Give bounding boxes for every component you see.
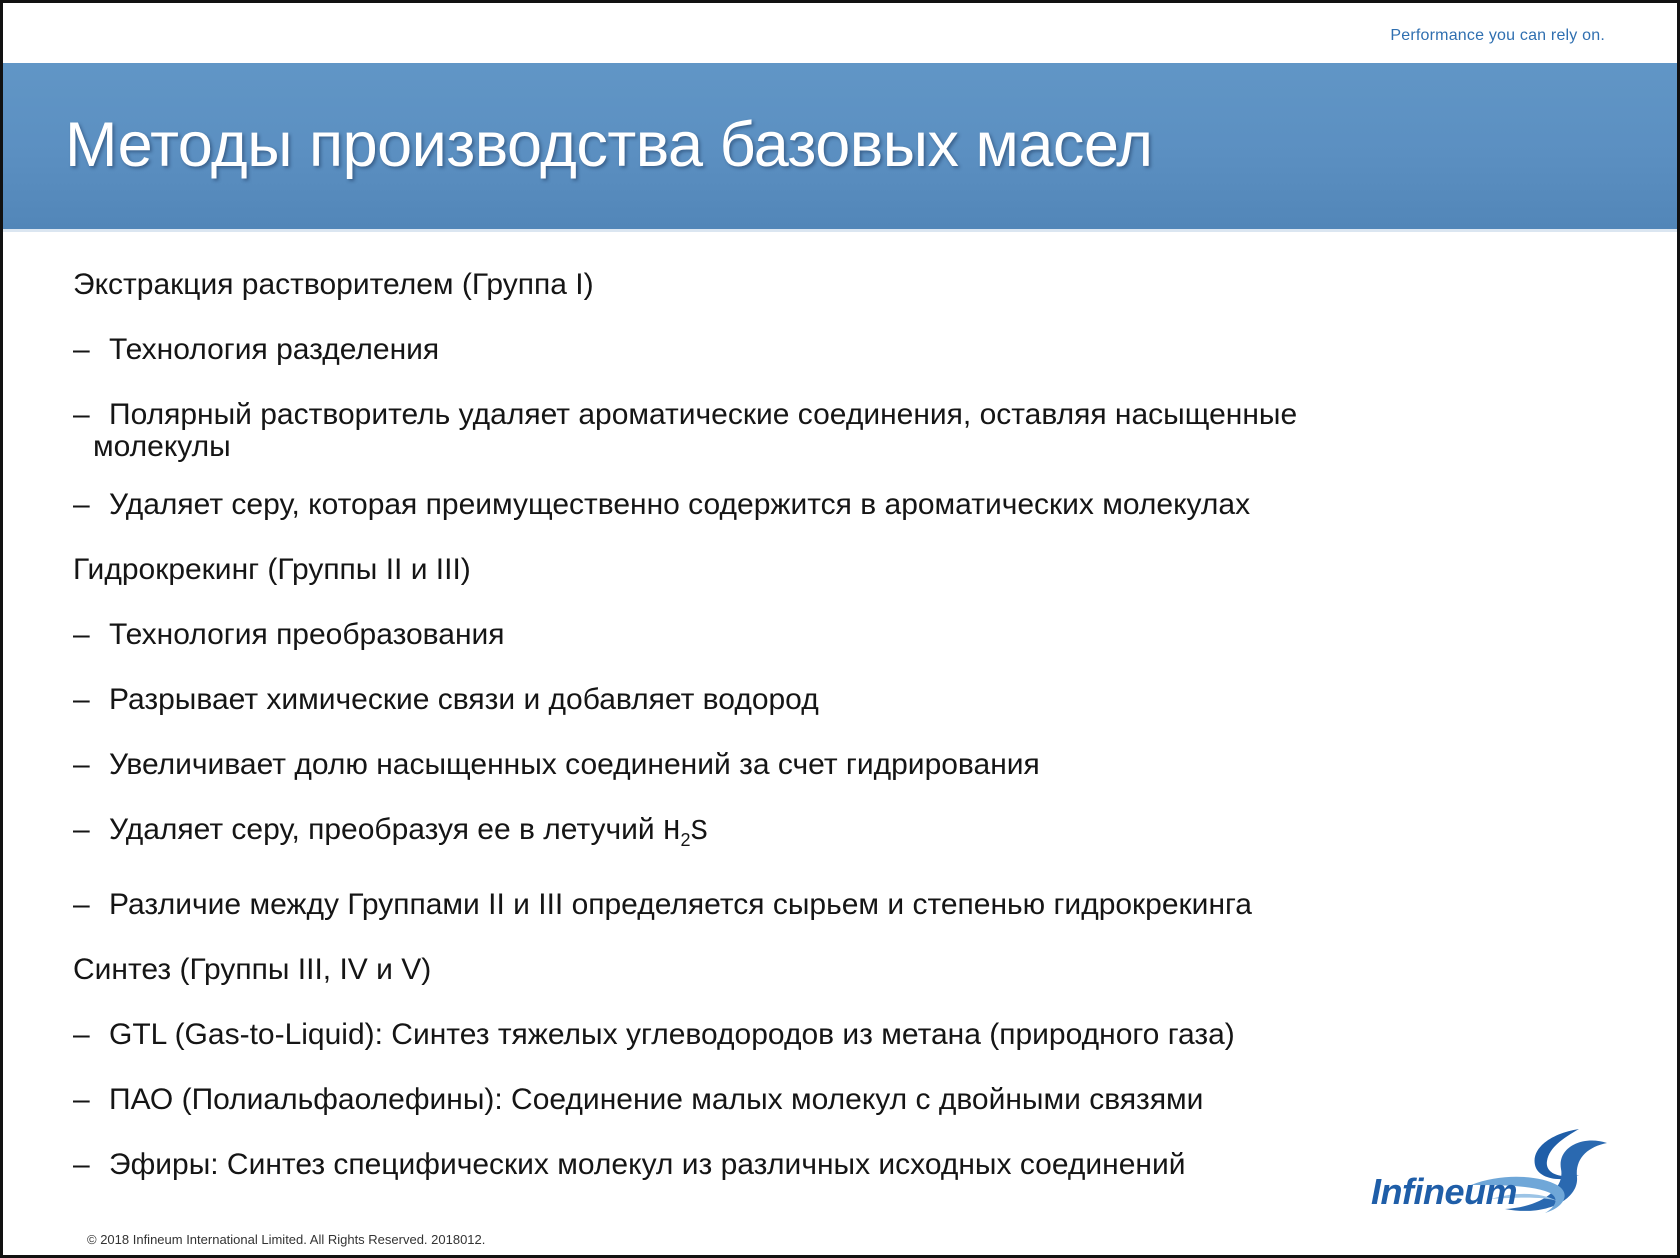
- list-item: [73, 1019, 1443, 1051]
- formula-s: S: [690, 815, 708, 848]
- bullet-dash: –: [73, 888, 90, 921]
- bullet-dash: –: [73, 618, 90, 651]
- formula-h: H: [663, 815, 681, 848]
- list-item: [73, 749, 1443, 781]
- list-item: [73, 814, 1443, 856]
- bullet-dash: –: [73, 333, 90, 366]
- title-band: [3, 63, 1677, 232]
- bullet-dash: –: [73, 488, 90, 521]
- list-item-text: Удаляет серу, преобразуя ее в летучий: [109, 813, 664, 846]
- copyright-notice: © 2018 Infineum International Limited. All Rights Reserved. 2018012.: [87, 1232, 486, 1247]
- list-item-text: Различие между Группами II и III определяется сырьем и степенью гидрокрекинга: [109, 888, 1252, 921]
- tagline: Performance you can rely on.: [1390, 27, 1605, 44]
- bullet-dash: –: [73, 813, 90, 846]
- list-item: [73, 684, 1443, 716]
- bullet-dash: –: [73, 398, 90, 431]
- list-item-text: Увеличивает долю насыщенных соединений за счет гидрирования: [109, 748, 1040, 781]
- list-item-text: Полярный растворитель удаляет ароматические соединения, оставляя насыщенные молекулы: [93, 398, 1298, 463]
- section-heading-hydrocracking: Гидрокрекинг (Группы II и III): [73, 553, 471, 586]
- list-item: [73, 489, 1443, 521]
- bullet-dash: –: [73, 748, 90, 781]
- bullet-dash: –: [73, 1018, 90, 1051]
- list-item-text: Удаляет серу, которая преимущественно содержится в ароматических молекулах: [109, 488, 1251, 521]
- list-item-text: Разрывает химические связи и добавляет водород: [109, 683, 819, 716]
- list-item: [73, 1084, 1443, 1116]
- list-item-text: Технология преобразования: [109, 618, 505, 651]
- slide-title: Методы производства базовых масел: [65, 110, 1153, 180]
- list-item: [73, 334, 1443, 366]
- list-item: [73, 1149, 1443, 1181]
- bullet-dash: –: [73, 683, 90, 716]
- content-body: [73, 269, 1443, 1214]
- list-item: [73, 619, 1443, 651]
- bullet-dash: –: [73, 1083, 90, 1116]
- infineum-logo: [1371, 1125, 1611, 1221]
- section-heading-solvent-extraction: Экстракция растворителем (Группа I): [73, 268, 594, 301]
- list-item: [73, 889, 1443, 921]
- list-item-text: Эфиры: Синтез специфических молекул из различных исходных соединений: [109, 1148, 1186, 1181]
- section-heading-synthesis: Синтез (Группы III, IV и V): [73, 953, 432, 986]
- formula-subscript: 2: [680, 830, 691, 850]
- logo-wordmark: Infineum: [1371, 1171, 1517, 1212]
- list-item-text: GTL (Gas-to-Liquid): Синтез тяжелых углеводородов из метана (природного газа): [109, 1018, 1235, 1051]
- list-item-text: ПАО (Полиальфаолефины): Соединение малых молекул с двойными связями: [109, 1083, 1204, 1116]
- list-item-text: Технология разделения: [109, 333, 440, 366]
- bullet-dash: –: [73, 1148, 90, 1181]
- list-item: [73, 399, 1423, 463]
